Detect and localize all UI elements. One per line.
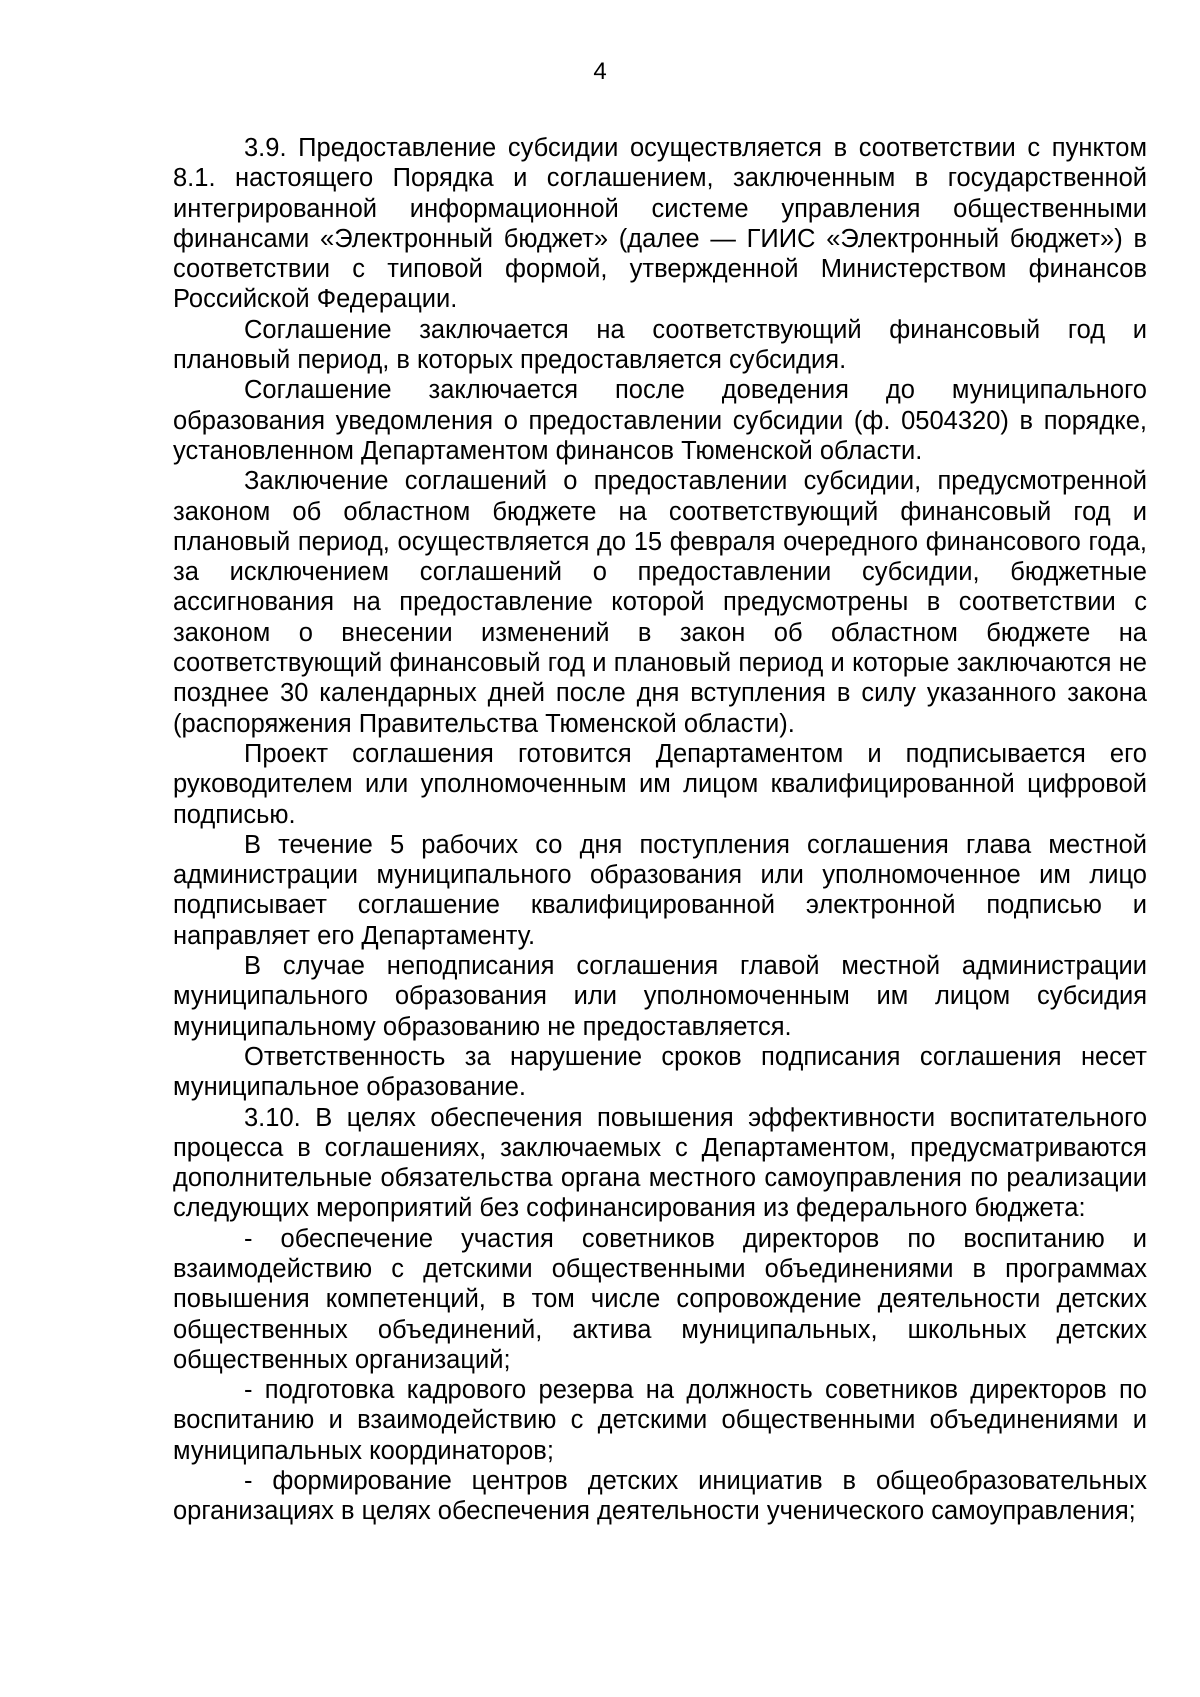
paragraph-3-10: 3.10. В целях обеспечения повышения эффективности воспитательного процесса в соглашениях, заключаемых с Департаментом, предусматриваются дополнительные обязательства органа местного самоуправления по реализации следующих мероприятий без софинансирования из федерального бюджета: — [173, 1103, 1147, 1223]
list-item-personnel-reserve: - подготовка кадрового резерва на должность советников директоров по воспитанию и взаимодействию с детскими общественными объединениями и муниципальных координаторов; — [173, 1376, 1147, 1465]
list-item-initiative-centers: - формирование центров детских инициатив в общеобразовательных организациях в целях обеспечения деятельности ученического самоуправления; — [173, 1467, 1147, 1526]
paragraph-3-9: 3.9. Предоставление субсидии осуществляется в соответствии с пунктом 8.1. настоящего Порядка и соглашением, заключенным в государственной интегрированной информационной системе управления общественными финансами «Электронный бюджет» (далее — ГИИС «Электронный бюджет») в соответствии с типовой формой, утвержденной Министерством финансов Российской Федерации. — [173, 134, 1147, 314]
paragraph-agreement-notification: Соглашение заключается после доведения до муниципального образования уведомления о предоставлении субсидии (ф. 0504320) в порядке, установленном Департаментом финансов Тюменской области. — [173, 376, 1147, 465]
document-body — [173, 133, 1147, 1527]
list-item-advisors-participation: - обеспечение участия советников директоров по воспитанию и взаимодействию с детскими общественными объединениями в программах повышения компетенций, в том числе сопровождение деятельности детских общественных объединений, актива муниципальных, школьных детских общественных организаций; — [173, 1224, 1147, 1374]
paragraph-non-signing: В случае неподписания соглашения главой местной администрации муниципального образования или уполномоченным им лицом субсидия муниципальному образованию не предоставляется. — [173, 952, 1147, 1041]
paragraph-responsibility: Ответственность за нарушение сроков подписания соглашения несет муниципальное образование. — [173, 1042, 1147, 1102]
paragraph-agreement-deadline: Заключение соглашений о предоставлении субсидии, предусмотренной законом об областном бюджете на соответствующий финансовый год и плановый период, осуществляется до 15 февраля очередного финансового года, за исключением соглашений о предоставлении субсидии, бюджетные ассигнования на предоставление которой предусмотрены в соответствии с законом о внесении изменений в закон об областном бюджете на соответствующий финансовый год и плановый период и которые заключаются не позднее 30 календарных дней после дня вступления в силу указанного закона (распоряжения Правительства Тюменской области). — [173, 467, 1147, 738]
paragraph-signing-period: В течение 5 рабочих со дня поступления соглашения глава местной администрации муниципального образования или уполномоченное им лицо подписывает соглашение квалифицированной электронной подписью и направляет его Департаменту. — [173, 830, 1147, 950]
page-number: 4 — [593, 58, 607, 85]
paragraph-agreement-draft: Проект соглашения готовится Департаментом и подписывается его руководителем или уполномоченным им лицом квалифицированной цифровой подписью. — [173, 739, 1147, 829]
paragraph-agreement-period: Соглашение заключается на соответствующий финансовый год и плановый период, в которых предоставляется субсидия. — [173, 315, 1147, 375]
